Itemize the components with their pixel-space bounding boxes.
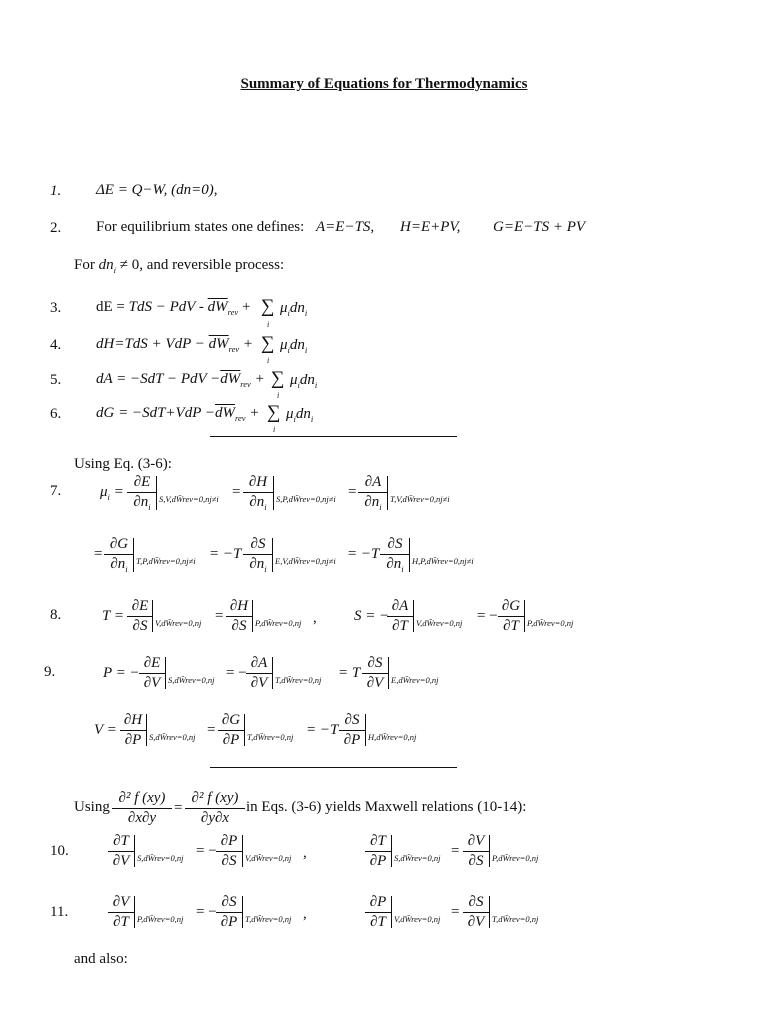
- eq2-number: 2.: [50, 220, 62, 236]
- eq11-cond4: T,dW̄rev=0,nj: [492, 914, 539, 924]
- sum-index-3: i: [267, 320, 270, 329]
- eq5-sum-term: $\mu_idn_i$: [290, 372, 318, 390]
- eq-sign: = −: [196, 904, 217, 920]
- and-also: and also:: [74, 951, 128, 967]
- for-line: For $dn_i \ne 0$, and reversible process:: [74, 257, 285, 275]
- eq-sign: =: [451, 904, 460, 920]
- comma: ,: [313, 610, 317, 626]
- frac-mixed-partial-2: $\frac{\text{∂² f (xy)}}{\partial y\partial x}$: [185, 790, 245, 827]
- frac-dT-dP: $\frac{\partial T}{\partial P}$: [365, 833, 391, 870]
- eq7-mu: $\mu_i$ =: [100, 484, 124, 502]
- eq10-number: 10.: [50, 843, 69, 859]
- section-divider-1: [210, 436, 457, 437]
- eval-bar: [133, 538, 134, 572]
- eq9-cond1: S,dW̄rev=0,nj: [168, 675, 215, 685]
- sum-index-5: i: [277, 391, 280, 400]
- eq10-cond3: S,dW̄rev=0,nj: [394, 853, 441, 863]
- eq1-text: ΔE = Q−W, (dn=0),: [96, 182, 218, 198]
- eval-bar: [365, 714, 366, 746]
- frac-dA-dni: $\frac{\partial A}{\partial n_i}$: [358, 474, 388, 512]
- frac-dP-dT: $\frac{\partial P}{\partial T}$: [365, 894, 391, 931]
- frac-dT-dV: $\frac{\partial T}{\partial V}$: [108, 833, 134, 870]
- frac-dS-dP: $\frac{\partial S}{\partial P}$: [339, 712, 365, 749]
- sum-index-6: i: [273, 425, 276, 434]
- frac-dG-dni: $\frac{\partial G}{\partial n_i}$: [104, 536, 134, 574]
- page-title: Summary of Equations for Thermodynamics: [240, 76, 528, 92]
- eq2-g: G=E−TS + PV: [493, 219, 586, 235]
- eval-bar: [146, 714, 147, 746]
- eval-bar: [134, 835, 135, 867]
- eq9-cond5: T,dW̄rev=0,nj: [247, 732, 294, 742]
- eq8-cond2: P,dW̄rev=0,nj: [255, 618, 302, 628]
- sum-symbol-4: ∑: [261, 333, 275, 354]
- eq9-number: 9.: [44, 664, 56, 680]
- eq3-lhs: dE = TdS − PdV - $\overline{dW}_{rev}$ +: [96, 299, 251, 317]
- frac-dE-dS: $\frac{\partial E}{\partial S}$: [127, 598, 153, 635]
- eval-bar: [252, 600, 253, 632]
- eval-bar: [489, 896, 490, 928]
- eq9-P: P = −: [103, 665, 140, 681]
- sum-index-4: i: [267, 356, 270, 365]
- eval-bar: [524, 600, 525, 632]
- eq7-cond6: H,P,dW̄rev=0,nj≠i: [412, 556, 474, 566]
- eq-sign: =: [451, 843, 460, 859]
- eval-bar: [388, 657, 389, 689]
- frac-dP-dS: $\frac{\partial P}{\partial S}$: [216, 833, 242, 870]
- eq-sign: =: [207, 722, 216, 738]
- eq3-sum-term: $\mu_idn_i$: [280, 300, 308, 318]
- eq8-number: 8.: [50, 607, 62, 623]
- eq10-cond2: V,dW̄rev=0,nj: [245, 853, 292, 863]
- eq6-sum-term: $\mu_idn_i$: [286, 406, 314, 424]
- eq-T: = T: [338, 665, 361, 681]
- eq8-cond3: V,dW̄rev=0,nj: [416, 618, 463, 628]
- eq9-V: V =: [94, 722, 117, 738]
- comma: ,: [303, 906, 307, 922]
- eq6-lhs: dG = $-SdT+VdP -\overline{dW}_{rev}$ +: [96, 405, 260, 423]
- frac-dG-dT: $\frac{\partial G}{\partial T}$: [498, 598, 524, 635]
- sum-symbol-6: ∑: [267, 402, 281, 423]
- eval-bar: [156, 476, 157, 510]
- eq8-S: S = −: [354, 608, 390, 624]
- eq11-cond2: T,dW̄rev=0,nj: [245, 914, 292, 924]
- eq7-number: 7.: [50, 483, 62, 499]
- eq9-cond2: T,dW̄rev=0,nj: [275, 675, 322, 685]
- eval-bar: [244, 714, 245, 746]
- eq-sign: =: [232, 484, 241, 500]
- eval-bar: [152, 600, 153, 632]
- eq7-cond4: T,P,dW̄rev=0,nj≠i: [136, 556, 196, 566]
- eval-bar: [413, 600, 414, 632]
- eq7-cond1: S,V,dW̄rev=0,nj≠i: [159, 494, 219, 504]
- maxwell-text: in Eqs. (3-6) yields Maxwell relations (10-14):: [246, 799, 527, 815]
- eval-bar: [242, 835, 243, 867]
- frac-dS-dP: $\frac{\partial S}{\partial P}$: [216, 894, 242, 931]
- eval-bar: [273, 476, 274, 510]
- eq7-cond2: S,P,dW̄rev=0,nj≠i: [276, 494, 336, 504]
- frac-dA-dV: $\frac{\partial A}{\partial V}$: [246, 655, 272, 692]
- eq8-cond1: V,dW̄rev=0,nj: [155, 618, 202, 628]
- frac-dS-dni: $\frac{\partial S}{\partial n_i}$: [380, 536, 410, 574]
- eval-bar: [391, 896, 392, 928]
- minus-T: = −T: [209, 546, 242, 562]
- eq3-number: 3.: [50, 300, 62, 316]
- eq9-cond6: H,dW̄rev=0,nj: [368, 732, 417, 742]
- eq4-number: 4.: [50, 337, 62, 353]
- eq11-cond3: V,dW̄rev=0,nj: [394, 914, 441, 924]
- eq10-cond1: S,dW̄rev=0,nj: [137, 853, 184, 863]
- eq-sign: =: [94, 546, 103, 562]
- eval-bar: [134, 896, 135, 928]
- eval-bar: [165, 657, 166, 689]
- frac-dH-dP: $\frac{\partial H}{\partial P}$: [120, 712, 146, 749]
- eq5-number: 5.: [50, 372, 62, 388]
- frac-dH-dS: $\frac{\partial H}{\partial S}$: [226, 598, 252, 635]
- eval-bar: [489, 835, 490, 867]
- eq-sign: = −: [477, 608, 498, 624]
- eq7-cond5: E,V,dW̄rev=0,nj≠i: [275, 556, 336, 566]
- frac-dS-dni: $\frac{\partial S}{\partial n_i}$: [243, 536, 273, 574]
- eq7-cond3: T,V,dW̄rev=0,nj≠i: [390, 494, 450, 504]
- frac-dA-dT: $\frac{\partial A}{\partial T}$: [387, 598, 413, 635]
- frac-dG-dP: $\frac{\partial G}{\partial P}$: [218, 712, 244, 749]
- minus-T: = −T: [306, 722, 339, 738]
- eq11-cond1: P,dW̄rev=0,nj: [137, 914, 184, 924]
- eq-sign: =: [215, 608, 224, 624]
- frac-dV-dS: $\frac{\partial V}{\partial S}$: [463, 833, 489, 870]
- eq-sign: = −: [226, 665, 247, 681]
- frac-dE-dV: $\frac{\partial E}{\partial V}$: [139, 655, 165, 692]
- eq11-number: 11.: [50, 904, 69, 920]
- eq8-cond4: P,dW̄rev=0,nj: [527, 618, 574, 628]
- eq9-cond4: S,dW̄rev=0,nj: [149, 732, 196, 742]
- eq6-number: 6.: [50, 406, 62, 422]
- eq2-text: For equilibrium states one defines:: [96, 219, 305, 235]
- minus-T: = −T: [347, 546, 380, 562]
- eval-bar: [272, 657, 273, 689]
- eval-bar: [242, 896, 243, 928]
- frac-dS-dV: $\frac{\partial S}{\partial V}$: [463, 894, 489, 931]
- eq-sign: =: [348, 484, 357, 500]
- frac-dH-dni: $\frac{\partial H}{\partial n_i}$: [243, 474, 273, 512]
- sum-symbol-3: ∑: [261, 296, 275, 317]
- frac-mixed-partial-1: $\frac{\text{∂² f (xy)}}{\partial x\partial y}$: [112, 790, 172, 827]
- eval-bar: [391, 835, 392, 867]
- eq-sign: =: [174, 800, 183, 816]
- frac-dE-dni: $\frac{\partial E}{\partial n_i}$: [127, 474, 157, 512]
- section-divider-2: [210, 767, 457, 768]
- using-eq-3-6: Using Eq. (3-6):: [74, 456, 172, 472]
- eq4-sum-term: $\mu_idn_i$: [280, 337, 308, 355]
- eq8-T: T =: [102, 608, 124, 624]
- eval-bar: [409, 538, 410, 572]
- eval-bar: [387, 476, 388, 510]
- eq2-a: A=E−TS,: [316, 219, 375, 235]
- eq2-h: H=E+PV,: [400, 219, 461, 235]
- eq4-lhs: dH=TdS + VdP − $\overline{dW}_{rev}$ +: [96, 336, 254, 354]
- frac-dS-dV: $\frac{\partial S}{\partial V}$: [362, 655, 388, 692]
- comma: ,: [303, 845, 307, 861]
- eval-bar: [272, 538, 273, 572]
- sum-symbol-5: ∑: [271, 368, 285, 389]
- eq1-number: 1.: [50, 183, 62, 199]
- eq9-cond3: E,dW̄rev=0,nj: [391, 675, 439, 685]
- eq-sign: = −: [196, 843, 217, 859]
- maxwell-using: Using: [74, 799, 110, 815]
- eq5-lhs: dA = −SdT − PdV $-\overline{dW}_{rev}$ +: [96, 371, 265, 389]
- frac-dV-dT: $\frac{\partial V}{\partial T}$: [108, 894, 134, 931]
- eq10-cond4: P,dW̄rev=0,nj: [492, 853, 539, 863]
